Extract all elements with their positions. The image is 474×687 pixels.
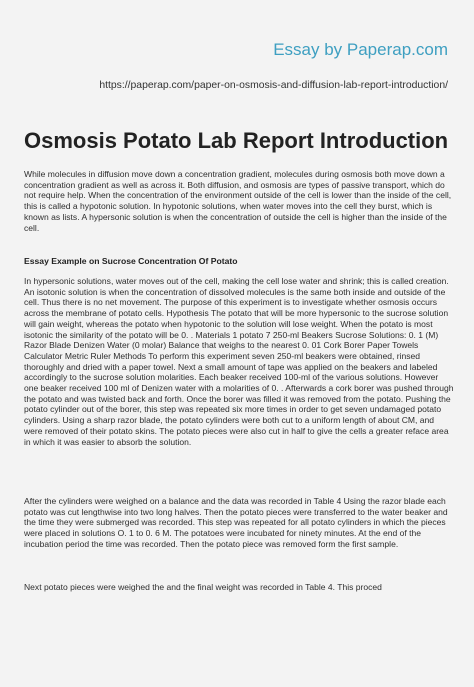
truncated-paragraph: Next potato pieces were weighed the and the final weight was recorded in Table 4. This proced	[24, 582, 382, 592]
section-heading: Essay Example on Sucrose Concentration Of Potato	[24, 256, 238, 266]
intro-paragraph: While molecules in diffusion move down a concentration gradient, molecules during osmosis both move down a concentration gradient as well as across it. Both diffusion, and osmosis are types of passive transport, which do not require help. When the concentration of the environment outside of the cell is lower than the inside of the cell, this is called a hypotonic solution. In hypotonic solutions, when water moves into the cell they burst, which is known as lists. A hypersonic solution is when the concentration of outside the cell is higher than the inside of the cell.	[24, 169, 452, 233]
methods-paragraph: In hypersonic solutions, water moves out of the cell, making the cell lose water and shrink; this is called creation. An isotonic solution is when the concentration of dissolved molecules is the same both inside and outside of the cell. Thus there is no net movement. The purpose of this experiment is to investigate whether osmosis occurs across the membrane of potato cells. Hypothesis The potato that will be more hypersonic to the sucrose solution will gain weight, whereas the potato when hypotonic to the solution will lose weight. When the potato is most isotonic the similarity of the potato will be 0. . Materials 1 potato 7 250-ml Beakers Sucrose Solutions: 0. 1 (M) Razor Blade Denizen Water (0 molar) Balance that weighs to the nearest 0. 01 Cork Borer Paper Towels Calculator Metric Ruler Methods To perform this experiment seven 250-ml beakers were obtained, rinsed thoroughly and dried with a paper towel. Next a small amount of tape was applied on the beakers and labeled accordingly to the sucrose solution molarities. Each beaker received 100-ml of the various solutions. However one beaker received 100 ml of Denizen water with a molarities of 0. . Afterwards a cork borer was pushed through the potato and was twisted back and forth. Once the borer was filled it was removed from the potato. Pushing the potato cylinder out of the borer, this step was repeated six more times in order to get seven undamaged potato cylinders. Using a sharp razor blade, the potato cylinders were both cut to a uniform length of about CM, and were removed of their potato skins. The potato pieces were also cut in half to give the cells a greater reface area in which it was easier to absorb the solution.	[24, 276, 454, 447]
page-title: Osmosis Potato Lab Report Introduction	[24, 128, 449, 153]
site-brand[interactable]: Essay by Paperap.com	[273, 40, 448, 59]
procedure-paragraph: After the cylinders were weighed on a balance and the data was recorded in Table 4 Using the razor blade each potato was cut lengthwise into two long halves. Then the potato pieces were transferred to the water beaker and the time they were submerged was recorded. This step was repeated for all potato cylinders in which the pieces were placed in solutions O. 1 to 0. 6 M. The potatoes were incubated for ninety minutes. At the end of the incubation period the time was recorded. Then the potato piece was removed form the first sample.	[24, 496, 448, 549]
source-url[interactable]: https://paperap.com/paper-on-osmosis-and-diffusion-lab-report-introduction/	[99, 80, 448, 91]
